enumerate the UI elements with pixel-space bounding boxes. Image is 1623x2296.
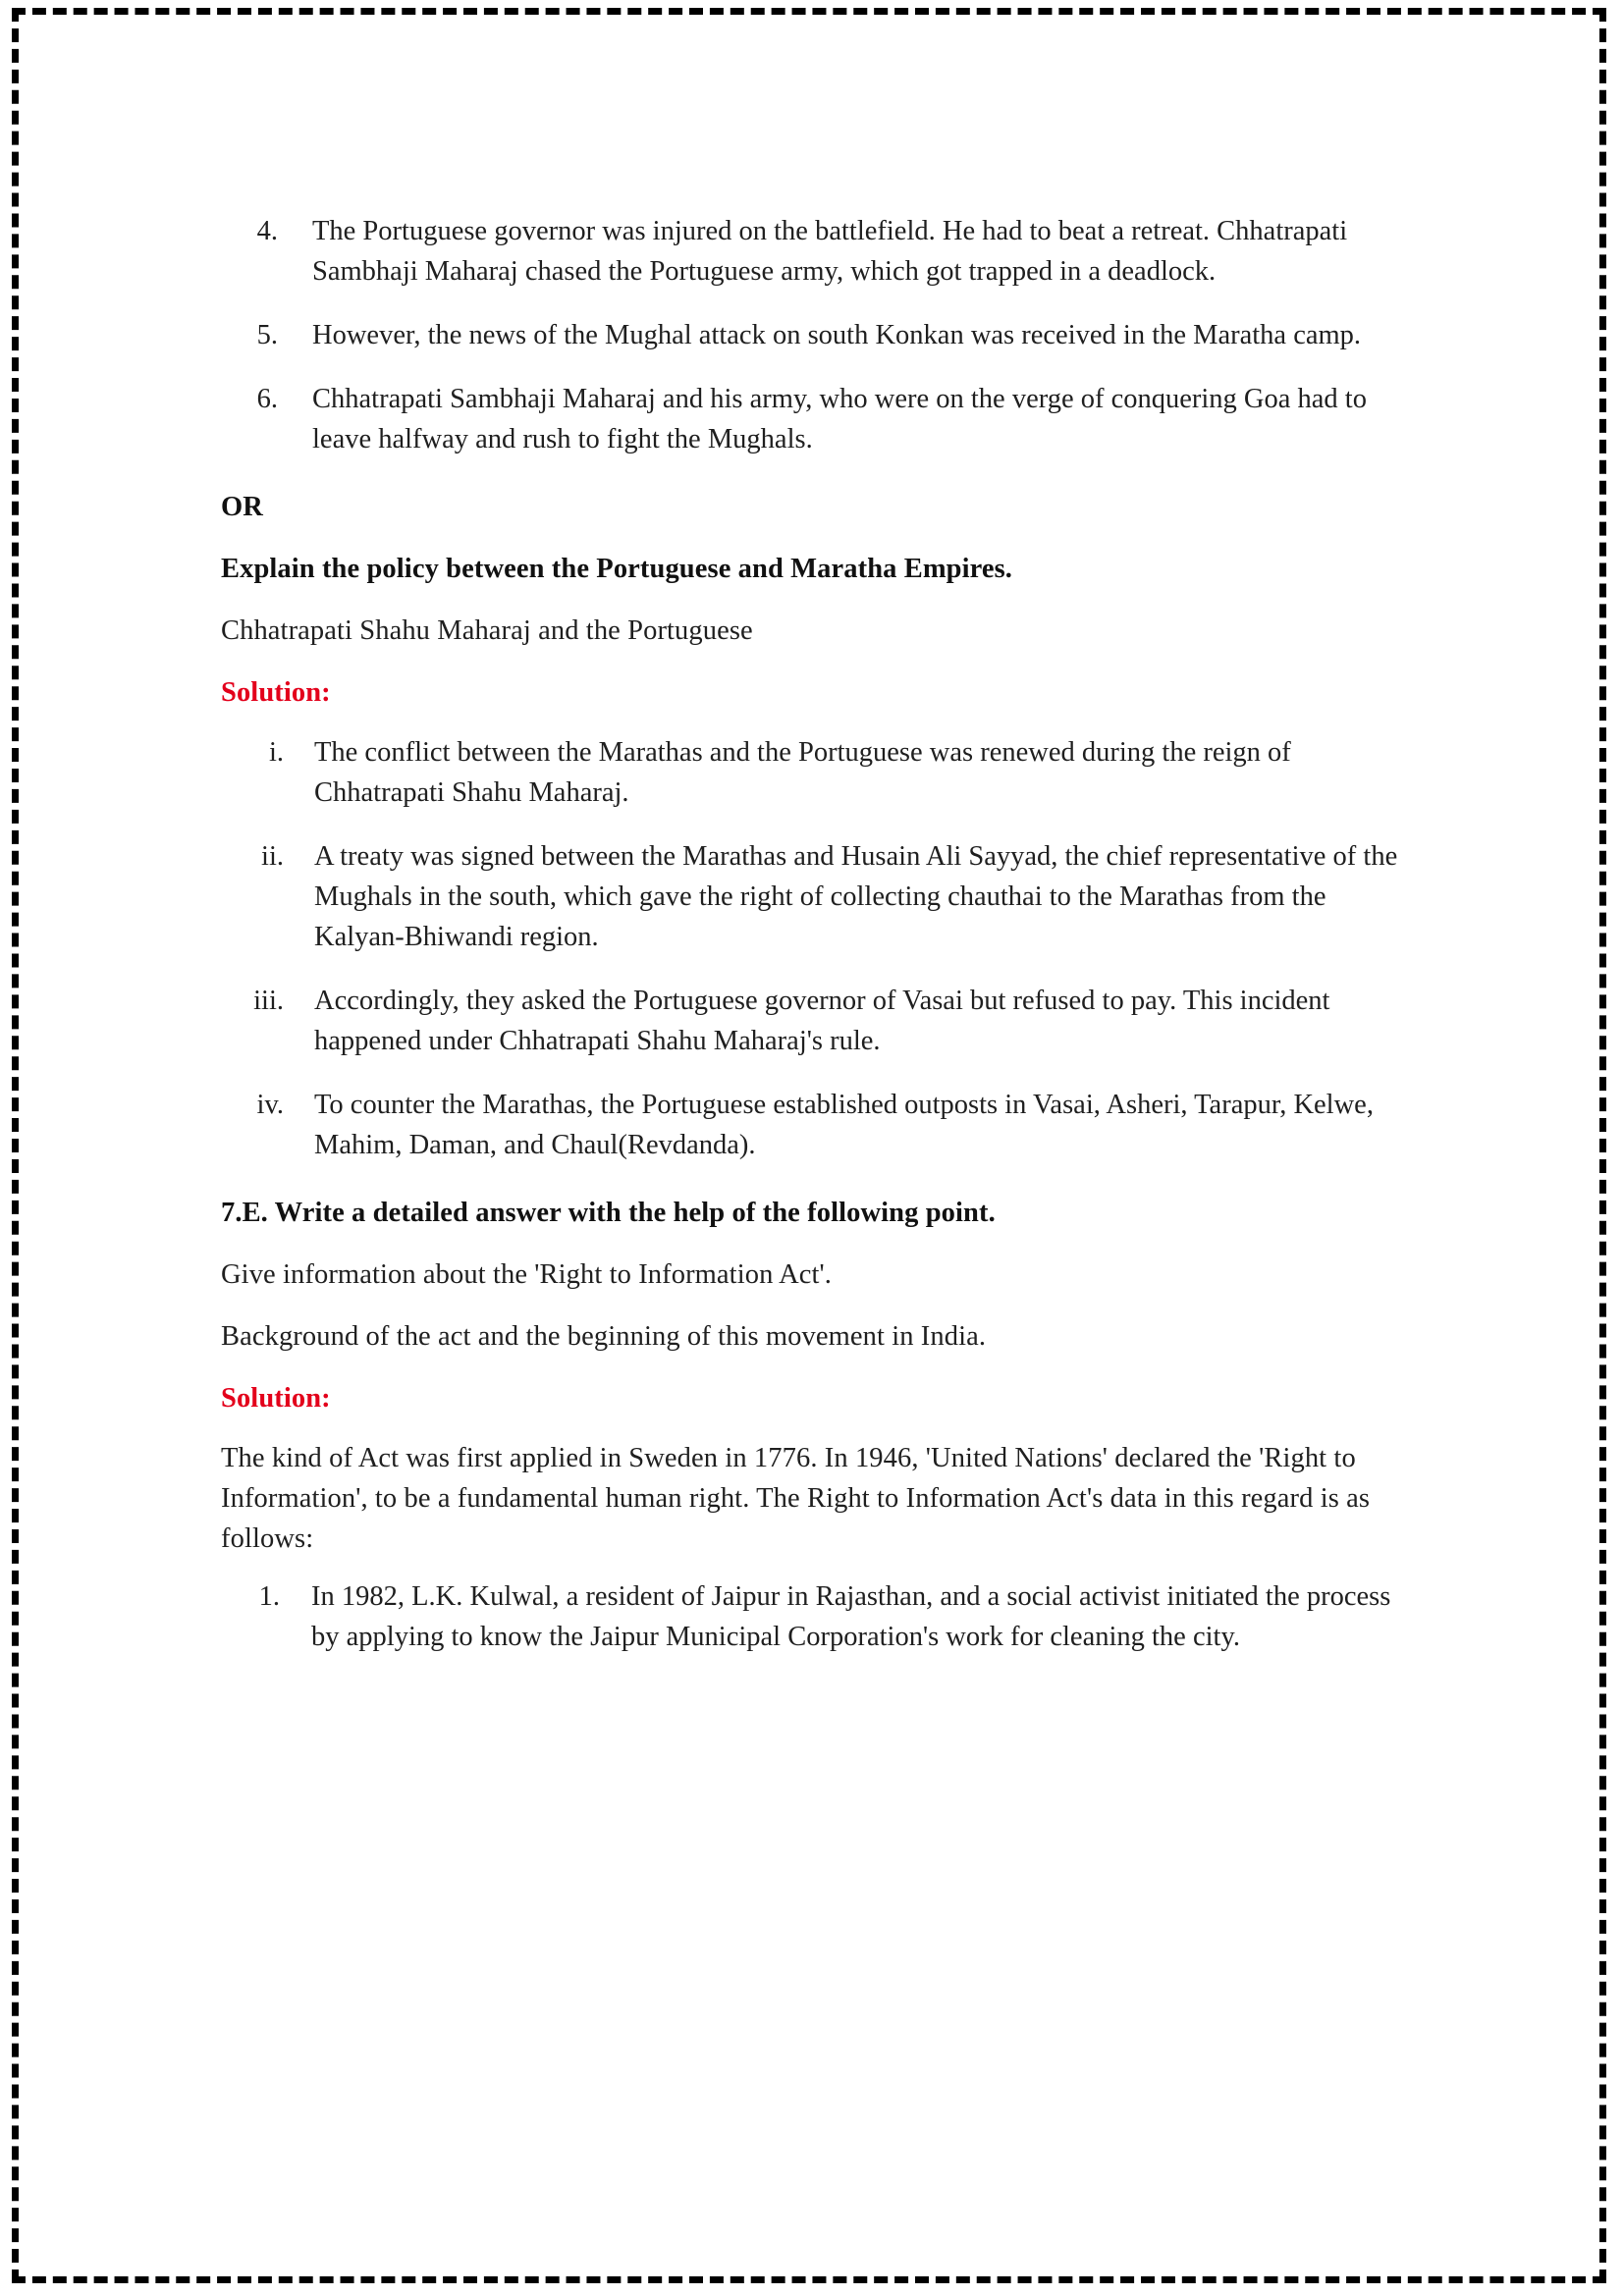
ordered-list-rti-history — [221, 1576, 1404, 1657]
question-point-background: Background of the act and the beginning of this movement in India. — [221, 1321, 987, 1352]
solution-label: Solution: — [221, 1383, 331, 1414]
list-item — [221, 1085, 1404, 1165]
ordered-list-continuation — [221, 211, 1404, 459]
question-point-rti: Give information about the 'Right to Information Act'. — [221, 1259, 832, 1290]
or-divider-label: OR — [221, 492, 263, 522]
list-item-text: A treaty was signed between the Marathas and Husain Ali Sayyad, the chief representative of the Mughals in the south, which gave the right of collecting chauthai to the Marathas from the Kalyan-Bhiwandi region. — [314, 841, 1398, 952]
question-heading-policy: Explain the policy between the Portuguese and Maratha Empires. — [221, 554, 1013, 584]
list-marker: iv. — [256, 1090, 284, 1120]
ordered-list-roman — [221, 732, 1404, 1165]
list-item — [221, 981, 1404, 1061]
list-marker: iii. — [253, 986, 284, 1016]
list-marker: 6. — [256, 384, 278, 414]
list-item — [221, 379, 1404, 459]
spacer — [221, 1185, 1404, 1193]
list-item — [221, 732, 1404, 813]
list-item-text: However, the news of the Mughal attack on south Konkan was received in the Maratha camp. — [312, 320, 1362, 350]
list-item-text: To counter the Marathas, the Portuguese established outposts in Vasai, Asheri, Tarapur, Kelwe, Mahim, Daman, and Chaul(Revdanda). — [314, 1090, 1374, 1160]
list-item — [221, 1576, 1404, 1657]
list-item-text: In 1982, L.K. Kulwal, a resident of Jaipur in Rajasthan, and a social activist initiated the process by applying to know the Jaipur Municipal Corporation's work for cleaning the city. — [311, 1581, 1391, 1652]
list-marker: i. — [268, 737, 284, 768]
document-content — [221, 211, 1404, 1677]
list-item-text: Chhatrapati Sambhaji Maharaj and his army, who were on the verge of conquering Goa had to leave halfway and rush to fight the Mughals. — [312, 384, 1367, 454]
list-item — [221, 211, 1404, 292]
list-marker: 5. — [256, 320, 278, 350]
list-item-text: Accordingly, they asked the Portuguese governor of Vasai but refused to pay. This incident happened under Chhatrapati Shahu Maharaj's rule. — [314, 986, 1330, 1056]
question-heading-7e: 7.E. Write a detailed answer with the help of the following point. — [221, 1198, 996, 1228]
solution-label: Solution: — [221, 677, 331, 708]
list-item — [221, 836, 1404, 957]
list-item-text: The conflict between the Marathas and the Portuguese was renewed during the reign of Chhatrapati Shahu Maharaj. — [314, 737, 1291, 808]
list-item-text: The Portuguese governor was injured on the battlefield. He had to beat a retreat. Chhatrapati Sambhaji Maharaj chased the Portuguese army, which got trapped in a deadlock. — [312, 216, 1348, 287]
spacer — [221, 479, 1404, 487]
list-marker: 1. — [258, 1581, 280, 1612]
list-marker: 4. — [256, 216, 278, 246]
list-item — [221, 315, 1404, 355]
solution-body-paragraph: The kind of Act was first applied in Sweden in 1776. In 1946, 'United Nations' declared the 'Right to Information', to be a fundamental human right. The Right to Information Act's data in this regard is as follows: — [221, 1443, 1371, 1554]
question-subtitle: Chhatrapati Shahu Maharaj and the Portuguese — [221, 615, 753, 646]
list-marker: ii. — [261, 841, 284, 872]
